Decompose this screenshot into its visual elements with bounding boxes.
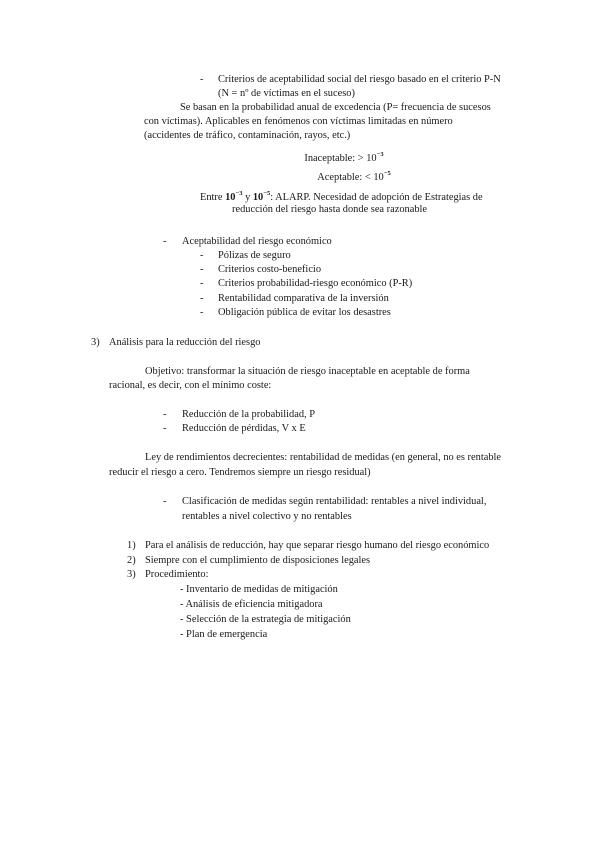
list-item: Pólizas de seguro [218, 250, 291, 261]
alarp-line2: reducción del riesgo hasta donde sea razonable [232, 204, 428, 215]
social-para-line3: (accidentes de tráfico, contaminación, rayos, etc.) [144, 130, 351, 141]
threshold-aceptable-label: Aceptable: < 10 [317, 172, 384, 183]
alarp-line1 [200, 187, 483, 204]
alarp-post: : ALARP. Necesidad de adopción de Estrategias de [270, 192, 483, 203]
list-item: Rentabilidad comparativa de la inversión [218, 293, 389, 304]
alarp-pre: Entre [200, 192, 226, 203]
threshold-inaceptable-exponent: −3 [376, 151, 384, 158]
objective-line2: racional, es decir, con el mínimo coste: [109, 380, 272, 391]
social-criteria-title-line2: (N = nº de víctimas en el suceso) [218, 88, 355, 99]
alarp-mid: y [242, 192, 253, 203]
numbered-item-number: 1) [127, 540, 136, 551]
procedure-item: - Selección de la estrategia de mitigación [180, 614, 351, 625]
list-item-dash: - [200, 278, 204, 289]
list-item-dash: - [163, 423, 167, 434]
threshold-inaceptable [244, 148, 444, 165]
law-line1: Ley de rendimientos decrecientes: rentabilidad de medidas (en general, no es rentable [145, 452, 502, 463]
social-para-line1: Se basan en la probabilidad anual de excedencia (P= frecuencia de sucesos [180, 102, 491, 113]
alarp-power-exp2: −5 [263, 190, 271, 197]
bullet-dash: - [163, 236, 167, 247]
reduction-item: Reducción de la probabilidad, P [182, 409, 316, 420]
numbered-item-number: 2) [127, 555, 136, 566]
numbered-item-text: Para el análisis de reducción, hay que separar riesgo humano del riesgo económico [145, 540, 490, 551]
list-item: Criterios costo-beneficio [218, 264, 322, 275]
list-item-dash: - [200, 264, 204, 275]
alarp-power-exp1: −3 [235, 190, 243, 197]
social-criteria-title-line1: Criterios de aceptabilidad social del riesgo basado en el criterio P-N [218, 74, 501, 85]
list-item-dash: - [163, 409, 167, 420]
threshold-aceptable [254, 167, 454, 184]
section-number: 3) [91, 337, 100, 348]
classification-line1: Clasificación de medidas según rentabilidad: rentables a nivel individual, [182, 496, 487, 507]
section-heading: Análisis para la reducción del riesgo [109, 337, 261, 348]
classification-line2: rentables a nivel colectivo y no rentables [182, 511, 352, 522]
numbered-item-text: Procedimiento: [145, 569, 209, 580]
procedure-item: - Análisis de eficiencia mitigadora [180, 599, 323, 610]
list-item-dash: - [200, 250, 204, 261]
threshold-inaceptable-label: Inaceptable: > 10 [304, 153, 377, 164]
objective-line1: Objetivo: transformar la situación de riesgo inaceptable en aceptable de forma [145, 366, 470, 377]
list-item: Obligación pública de evitar los desastres [218, 307, 391, 318]
alarp-power-base1: 10 [225, 192, 236, 203]
list-item-dash: - [200, 293, 204, 304]
list-item-dash: - [163, 496, 167, 507]
reduction-item: Reducción de pérdidas, V x E [182, 423, 306, 434]
economic-title: Aceptabilidad del riesgo económico [182, 236, 332, 247]
social-para-line2: con víctimas). Aplicables en fenómenos con víctimas limitadas en número [144, 116, 453, 127]
numbered-item-number: 3) [127, 569, 136, 580]
numbered-item-text: Siempre con el cumplimiento de disposiciones legales [145, 555, 371, 566]
threshold-aceptable-exponent: −5 [383, 170, 391, 177]
law-line2: reducir el riesgo a cero. Tendremos siempre un riesgo residual) [109, 467, 371, 478]
procedure-item: - Plan de emergencia [180, 629, 268, 640]
procedure-item: - Inventario de medidas de mitigación [180, 584, 338, 595]
list-item: Criterios probabilidad-riesgo económico (P-R) [218, 278, 413, 289]
alarp-power-base2: 10 [252, 192, 264, 203]
bullet-dash: - [200, 74, 204, 85]
list-item-dash: - [200, 307, 204, 318]
